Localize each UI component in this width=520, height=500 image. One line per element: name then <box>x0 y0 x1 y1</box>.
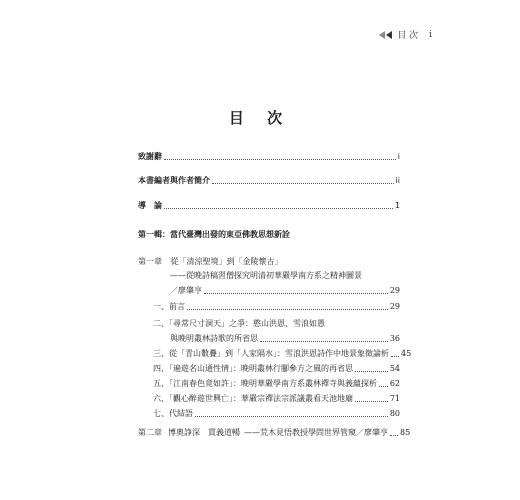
toc-label: 本書編者與作者簡介 <box>138 176 210 185</box>
dot-leader <box>355 371 388 372</box>
toc-label: 與晚明叢林詩歌的所省思 <box>170 334 258 343</box>
toc-page: 80 <box>389 409 400 418</box>
toc-section-1[interactable] <box>153 302 400 312</box>
toc-label: 一、前言 <box>153 302 185 311</box>
dot-leader <box>195 416 388 417</box>
running-head-page: i <box>429 29 432 40</box>
toc-section-2-cont[interactable] <box>170 334 400 344</box>
toc-page: 1 <box>394 201 400 210</box>
dot-leader <box>212 183 394 184</box>
part-heading: 第一輯：當代臺灣出發的東亞佛教思想新詮 <box>138 230 290 239</box>
dot-leader <box>390 435 398 436</box>
chapter-1-heading[interactable] <box>138 256 283 267</box>
dot-leader <box>260 341 388 342</box>
dot-leader <box>204 293 388 294</box>
chapter-author: ／廖肇亨 <box>356 428 388 437</box>
running-head <box>379 28 432 41</box>
dot-leader <box>391 356 399 357</box>
dot-leader <box>164 208 393 209</box>
toc-page: 85 <box>400 428 411 437</box>
chapter-number: 第一章 <box>138 257 162 266</box>
chapter-number: 第二章 <box>138 428 162 437</box>
toc-page: 54 <box>389 364 400 373</box>
toc-section-4[interactable] <box>153 364 400 374</box>
toc-page: 62 <box>389 379 400 388</box>
chapter-subtitle: ——荒木見悟教授學問世界管窺 <box>244 428 356 437</box>
chapter-1-author-line[interactable] <box>170 286 400 296</box>
toc-page: 71 <box>389 394 400 403</box>
toc-page: i <box>397 152 400 161</box>
toc-section-5[interactable] <box>153 379 400 389</box>
chapter-title: 博奧諍深 貫義道暢 <box>168 428 240 437</box>
page-title: 目 次 <box>228 109 292 127</box>
chapter-1-subtitle: ——從晚詩稿習僧探究明清初華嚴學南方系之精神圖景 <box>170 271 362 280</box>
toc-page: ii <box>395 176 400 185</box>
chapter-author: ／廖肇亨 <box>170 286 202 295</box>
toc-label: 六、「觀心醉遊世興亡」：華嚴宗禪法宗派議叢看天池地廟 <box>153 394 353 403</box>
toc-page: 36 <box>389 334 400 343</box>
toc-page: 29 <box>389 286 400 295</box>
triangle-marker-icon <box>379 31 385 39</box>
toc-page: 45 <box>401 349 412 358</box>
toc-section-6[interactable] <box>153 394 400 404</box>
toc-label: 五、「江南春色竟如許」：晚明華嚴學南方系叢林禪寺與義蘊探析 <box>153 379 377 388</box>
toc-label: 三、從「青山數疊」到「人家隔水」：雪浪洪恩詩作中地景象徵論析 <box>153 349 389 358</box>
toc-section-3[interactable] <box>153 349 412 359</box>
running-head-title: 目 次 <box>397 31 419 41</box>
toc-entry-acknowledgments[interactable] <box>138 152 400 162</box>
chapter-title: 從「清涼聖境」到「金陵懷古」 <box>170 257 283 266</box>
dot-leader <box>379 386 388 387</box>
dot-leader <box>187 309 388 310</box>
toc-label: 導 論 <box>138 201 162 210</box>
toc-entry-contributors[interactable] <box>138 176 400 186</box>
triangle-marker-icon <box>386 31 392 39</box>
toc-label: 四、「遍遊名山通性情」：晚明叢林行腳參方之風的再省思 <box>153 364 353 373</box>
toc-label: 致謝辭 <box>138 152 162 161</box>
toc-section-2[interactable]: 二、「尋常尺寸洞天」之爭：憨山洪恩、雪浪如愚 <box>153 319 325 328</box>
toc-section-7[interactable] <box>153 409 400 419</box>
dot-leader <box>164 159 396 160</box>
dot-leader <box>355 401 388 402</box>
chapter-2-heading[interactable] <box>138 428 411 438</box>
toc-page: 29 <box>389 302 400 311</box>
toc-entry-introduction[interactable] <box>138 201 400 211</box>
toc-label: 七、代結語 <box>153 409 193 418</box>
